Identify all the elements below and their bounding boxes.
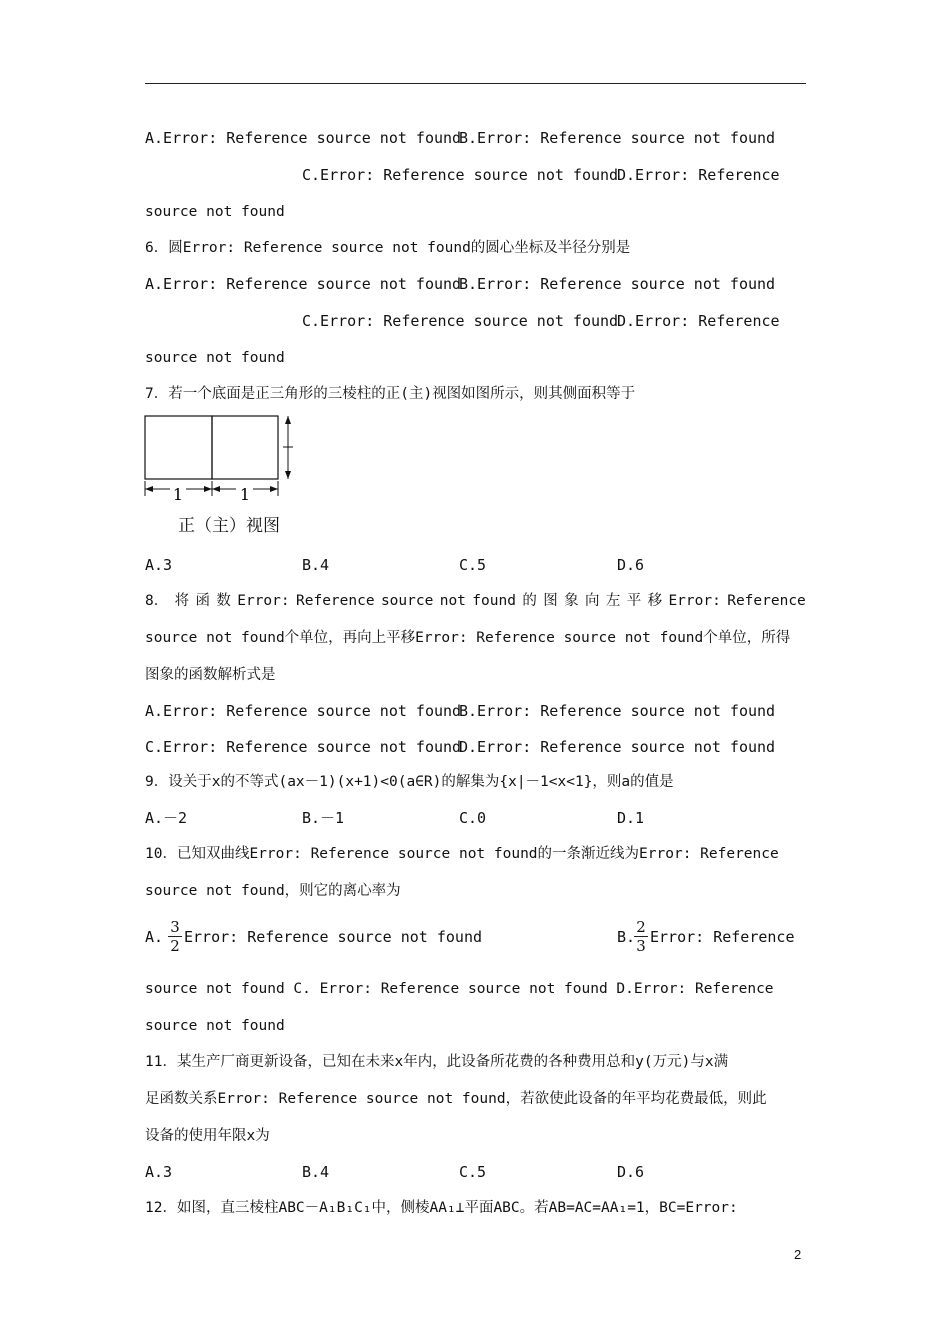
q10-option-b-fraction [634,918,648,955]
q8-line1-token: Error: [237,593,290,609]
q8-line1-token: 平 [626,593,642,609]
dim-arrow-1-left [145,486,153,492]
q8-stem-line1 [145,591,806,611]
q11-option-c: C.5 [459,1163,487,1181]
q10-option-a-fraction [168,918,182,955]
height-arrow-down [285,471,291,479]
q9-option-a: A.－2 [145,809,188,827]
q7-option-d: D.6 [617,556,645,574]
q5-option-a: A.Error: Reference source not found [145,129,462,147]
q5-option-c: C.Error: Reference source not found [302,166,619,184]
q8-option-b: B.Error: Reference source not found [459,702,776,720]
q11-option-d: D.6 [617,1163,645,1181]
q8-line1-token: 将 [174,593,190,609]
q8-line1-token: 8． [145,593,169,609]
q8-stem-line2: source not found个单位，再向上平移Error: Reference source not found个单位，所得 [145,630,791,646]
q6-option-d: D.Error: Reference [617,312,780,330]
q10-option-d-continued: source not found [145,1018,285,1034]
q8-line1-token: 向 [584,593,600,609]
dim-arrow-1-right [204,486,212,492]
q7-stem: 7．若一个底面是正三角形的三棱柱的正(主)视图如图所示，则其侧面积等于 [145,386,636,402]
q5-option-b: B.Error: Reference source not found [459,129,776,147]
fraction-numerator: 3 [168,918,182,937]
q8-line1-token: found [472,593,516,609]
dim-arrow-2-right [270,486,278,492]
dim-label-left: 1 [172,485,184,504]
q8-option-c: C.Error: Reference source not found [145,738,462,756]
figure-left-rect [145,416,212,479]
q10-option-b-text: Error: Reference [650,928,795,946]
q6-option-d-continued: source not found [145,350,285,366]
fraction-denominator: 2 [170,937,180,955]
figure-right-rect [212,416,278,479]
q10-option-b-label: B. [617,928,636,946]
q8-line1-token: 移 [647,593,663,609]
dim-arrow-2-left [212,486,220,492]
q10-option-a-label: A. [145,928,164,946]
q7-option-b: B.4 [302,556,330,574]
q8-line1-token: 的 [522,593,537,609]
q11-stem-line3: 设备的使用年限x为 [145,1128,270,1144]
q6-option-c: C.Error: Reference source not found [302,312,619,330]
q8-line1-token: source [380,593,434,609]
q5-option-d: D.Error: Reference [617,166,780,184]
q6-option-a: A.Error: Reference source not found [145,275,462,293]
q11-option-b: B.4 [302,1163,330,1181]
q10-stem-line1: 10．已知双曲线Error: Reference source not found的一条渐近线为Error: Reference [145,846,779,862]
q9-option-b: B.－1 [302,809,345,827]
q8-line1-token: 左 [605,593,621,609]
q7-front-view-figure [140,410,310,510]
q8-option-d: D.Error: Reference source not found [459,738,776,756]
q11-stem-line2: 足函数关系Error: Reference source not found，若欲使此设备的年平均花费最低，则此 [145,1091,767,1107]
q8-line1-token: not [439,593,466,609]
q12-stem-line1: 12．如图，直三棱柱ABC－A₁B₁C₁中，侧棱AA₁⊥平面ABC。若AB=AC=AA₁=1，BC=Error: [145,1200,738,1216]
q10-option-a-text: Error: Reference source not found [184,928,483,946]
height-arrow-up [285,416,291,424]
q10-stem-line2: source not found，则它的离心率为 [145,883,401,899]
q8-line1-token: Error: [668,593,721,609]
q6-stem: 6．圆Error: Reference source not found的圆心坐标及半径分别是 [145,240,631,256]
q8-line1-token: Reference [727,593,806,609]
q7-option-c: C.5 [459,556,487,574]
q8-line1-token: 象 [564,593,579,609]
q9-option-d: D.1 [617,809,645,827]
q8-line1-token: 数 [216,593,231,609]
q9-stem: 9．设关于x的不等式(ax－1)(x+1)<0(a∈R)的解集为{x|－1<x<1}，则a的值是 [145,774,674,790]
q11-option-a: A.3 [145,1163,173,1181]
q8-line1-token: Reference [296,593,375,609]
header-rule [145,83,806,84]
dim-label-right: 1 [239,485,251,504]
q9-option-c: C.0 [459,809,487,827]
fraction-numerator: 2 [634,918,648,937]
q8-line1-token: 函 [195,593,210,609]
q8-line1-token: 图 [543,593,558,609]
q11-stem-line1: 11．某生产厂商更新设备，已知在未来x年内，此设备所花费的各种费用总和y(万元)与x满 [145,1054,729,1070]
q6-option-b: B.Error: Reference source not found [459,275,776,293]
page-number: 2 [794,1247,802,1262]
fraction-denominator: 3 [636,937,646,955]
q8-stem-line3: 图象的函数解析式是 [145,667,276,683]
q5-option-d-continued: source not found [145,204,285,220]
q10-options-line-c: source not found C. Error: Reference source not found D.Error: Reference [145,981,774,997]
q7-option-a: A.3 [145,556,173,574]
q8-option-a: A.Error: Reference source not found [145,702,462,720]
q7-figure-caption: 正（主）视图 [178,516,280,536]
